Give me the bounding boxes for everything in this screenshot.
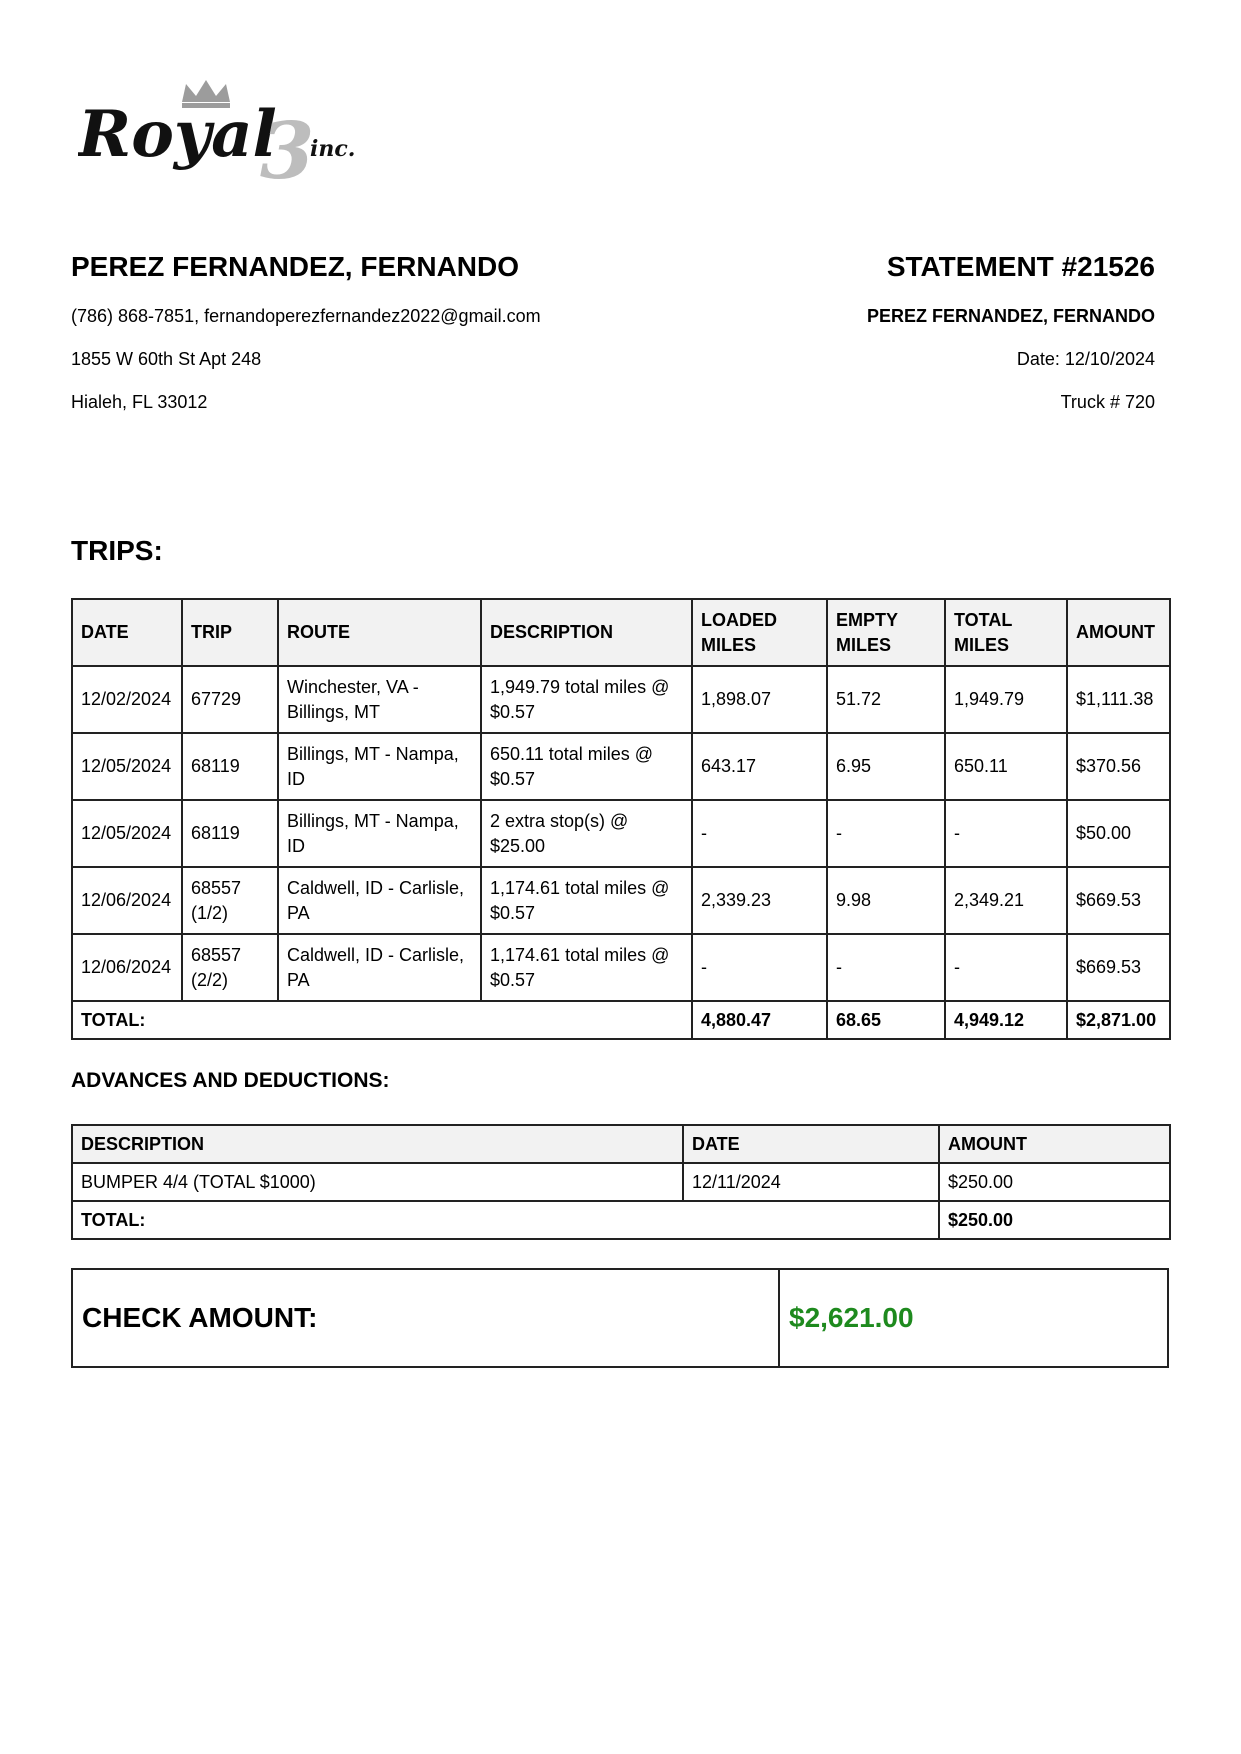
statement-name: PEREZ FERNANDEZ, FERNANDO — [866, 306, 1155, 326]
col-header-description: DESCRIPTION — [481, 599, 692, 666]
cell-empty-miles: 6.95 — [827, 733, 945, 800]
table-row — [72, 867, 1170, 934]
driver-address-line1: 1855 W 60th St Apt 248 — [71, 349, 262, 369]
cell-empty-miles: - — [827, 934, 945, 1001]
cell-trip: 68557 (1/2) — [182, 867, 278, 934]
cell-amount: $250.00 — [939, 1163, 1170, 1201]
cell-description: BUMPER 4/4 (TOTAL $1000) — [72, 1163, 683, 1201]
cell-loaded-miles: - — [692, 800, 827, 867]
cell-loaded-miles: 643.17 — [692, 733, 827, 800]
cell-trip: 68557 (2/2) — [182, 934, 278, 1001]
driver-name: PEREZ FERNANDEZ, FERNANDO — [71, 251, 520, 282]
cell-route: Winchester, VA - Billings, MT — [278, 666, 481, 733]
cell-description: 1,949.79 total miles @ $0.57 — [481, 666, 692, 733]
cell-route: Billings, MT - Nampa, ID — [278, 733, 481, 800]
check-amount-label: CHECK AMOUNT: — [73, 1270, 780, 1366]
cell-amount: $370.56 — [1067, 733, 1170, 800]
col-header-total-miles: TOTAL MILES — [945, 599, 1067, 666]
royal-3-logo-image — [78, 78, 388, 190]
trips-total-loaded-miles: 4,880.47 — [692, 1001, 827, 1039]
check-amount-box — [71, 1268, 1169, 1368]
cell-total-miles: - — [945, 934, 1067, 1001]
cell-loaded-miles: 1,898.07 — [692, 666, 827, 733]
cell-description: 650.11 total miles @ $0.57 — [481, 733, 692, 800]
logo-royal-text: Royal — [78, 97, 277, 172]
table-row — [72, 733, 1170, 800]
cell-date: 12/11/2024 — [683, 1163, 939, 1201]
company-logo — [78, 78, 388, 190]
col-header-amount: AMOUNT — [1067, 599, 1170, 666]
cell-empty-miles: 9.98 — [827, 867, 945, 934]
trips-table — [71, 598, 1171, 1040]
cell-trip: 68119 — [182, 800, 278, 867]
statement-title: STATEMENT #21526 — [886, 251, 1155, 282]
driver-address-line2: Hialeh, FL 33012 — [71, 392, 208, 412]
trips-total-amount: $2,871.00 — [1067, 1001, 1170, 1039]
cell-empty-miles: 51.72 — [827, 666, 945, 733]
trips-total-row — [72, 1001, 1170, 1039]
cell-total-miles: 2,349.21 — [945, 867, 1067, 934]
cell-empty-miles: - — [827, 800, 945, 867]
cell-amount: $669.53 — [1067, 934, 1170, 1001]
logo-numeral: 3 — [260, 106, 315, 190]
logo-suffix: inc. — [310, 136, 356, 162]
check-amount-value: $2,621.00 — [789, 1302, 914, 1333]
cell-description: 1,174.61 total miles @ $0.57 — [481, 867, 692, 934]
advances-total-row — [72, 1201, 1170, 1239]
trips-total-empty-miles: 68.65 — [827, 1001, 945, 1039]
table-row — [72, 666, 1170, 733]
advances-total-amount: $250.00 — [939, 1201, 1170, 1239]
cell-route: Billings, MT - Nampa, ID — [278, 800, 481, 867]
cell-total-miles: - — [945, 800, 1067, 867]
col-header-route: ROUTE — [278, 599, 481, 666]
advances-header-row — [72, 1125, 1170, 1163]
table-row — [72, 934, 1170, 1001]
cell-description: 1,174.61 total miles @ $0.57 — [481, 934, 692, 1001]
cell-date: 12/05/2024 — [72, 800, 182, 867]
cell-date: 12/02/2024 — [72, 666, 182, 733]
col-header-trip: TRIP — [182, 599, 278, 666]
cell-trip: 68119 — [182, 733, 278, 800]
advances-title: ADVANCES AND DEDUCTIONS: — [71, 1069, 390, 1092]
col-header-amount: AMOUNT — [939, 1125, 1170, 1163]
col-header-empty-miles: EMPTY MILES — [827, 599, 945, 666]
trips-header-row — [72, 599, 1170, 666]
table-row — [72, 800, 1170, 867]
driver-info — [71, 250, 541, 434]
cell-amount: $669.53 — [1067, 867, 1170, 934]
trips-total-miles: 4,949.12 — [945, 1001, 1067, 1039]
cell-amount: $50.00 — [1067, 800, 1170, 867]
trips-total-label: TOTAL: — [72, 1001, 692, 1039]
cell-route: Caldwell, ID - Carlisle, PA — [278, 867, 481, 934]
cell-trip: 67729 — [182, 666, 278, 733]
trips-title: TRIPS: — [71, 535, 163, 566]
col-header-description: DESCRIPTION — [72, 1125, 683, 1163]
advances-table — [71, 1124, 1171, 1240]
col-header-date: DATE — [683, 1125, 939, 1163]
advances-total-label: TOTAL: — [72, 1201, 939, 1239]
cell-loaded-miles: 2,339.23 — [692, 867, 827, 934]
cell-amount: $1,111.38 — [1067, 666, 1170, 733]
cell-loaded-miles: - — [692, 934, 827, 1001]
driver-contact: (786) 868-7851, fernandoperezfernandez2022@gmail.com — [71, 306, 541, 326]
col-header-loaded-miles: LOADED MILES — [692, 599, 827, 666]
table-row — [72, 1163, 1170, 1201]
cell-date: 12/06/2024 — [72, 867, 182, 934]
cell-description: 2 extra stop(s) @ $25.00 — [481, 800, 692, 867]
statement-date: Date: 12/10/2024 — [1016, 349, 1155, 369]
col-header-date: DATE — [72, 599, 182, 666]
statement-truck: Truck # 720 — [1060, 392, 1155, 412]
cell-route: Caldwell, ID - Carlisle, PA — [278, 934, 481, 1001]
statement-info — [867, 250, 1155, 434]
cell-date: 12/05/2024 — [72, 733, 182, 800]
cell-date: 12/06/2024 — [72, 934, 182, 1001]
cell-total-miles: 650.11 — [945, 733, 1067, 800]
cell-total-miles: 1,949.79 — [945, 666, 1067, 733]
